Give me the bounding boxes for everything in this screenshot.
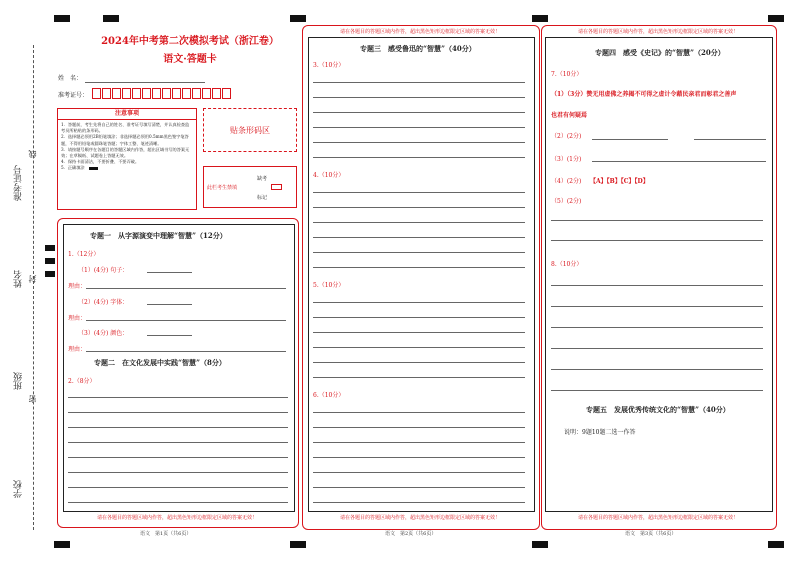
q1-part1-reason: 理由： xyxy=(68,283,87,290)
q1-label: 1.（12分） xyxy=(68,251,100,258)
q1-part2-reason: 理由： xyxy=(68,315,87,322)
registration-mark xyxy=(45,258,55,264)
side-label-id: 准考证号 xyxy=(14,165,24,201)
instruction-item: 4．保持卡面清洁，不要折叠、不要弄破。 xyxy=(61,159,140,165)
q7-part5-label: （5）(2分) xyxy=(551,198,582,205)
registration-mark xyxy=(532,541,548,548)
section4-title: 专题四 感受《史记》的“智慧”（20分） xyxy=(595,48,725,57)
q7-part2-label: （2）(2分) xyxy=(551,133,582,140)
registration-mark xyxy=(45,271,55,277)
absent-label-bottom: 标记 xyxy=(257,195,268,201)
exam-title: 2024年中考第二次模拟考试（浙江卷） xyxy=(101,36,279,47)
q5-label: 5.（10分） xyxy=(313,282,345,289)
section5-note: 说明：9题10题二选一作答 xyxy=(564,429,636,436)
q7-part1-text-cont: 也君有何疑焉 xyxy=(551,112,588,119)
instruction-item-fill-sample: 5．正确填涂 xyxy=(61,165,193,171)
instruction-item: 3．请按题号顺序在各题目的答题区域内作答，超出区域书写的答案无效；在草稿纸、试题卷上答题无效。 xyxy=(61,146,190,159)
registration-mark xyxy=(103,15,119,22)
page3-notice-top: 请在各题目的答题区域内作答，超出黑色矩形边框限定区域的答案无效！ xyxy=(577,29,738,35)
q2-label: 2.（8分） xyxy=(68,378,96,385)
q7-part1-text: （1）（3分）赞无用虚佛之养揭不可得之虚计令藉民亲君而彰君之善声 xyxy=(551,91,737,98)
instructions-box xyxy=(57,108,197,210)
registration-mark xyxy=(290,541,306,548)
section2-title: 专题二 在文化发展中实践“智慧”（8分） xyxy=(94,358,226,367)
registration-mark xyxy=(768,541,784,548)
q1-part1-reason-line[interactable] xyxy=(86,288,286,289)
q1-part1-answer-line[interactable] xyxy=(147,272,192,273)
registration-mark xyxy=(532,15,548,22)
name-label: 姓 名： xyxy=(58,75,83,82)
q6-label: 6.（10分） xyxy=(313,392,345,399)
absent-notice: 此栏考生禁填 xyxy=(207,185,238,191)
q4-label: 4.（10分） xyxy=(313,172,345,179)
q1-part3-label: （3）(4分) 颜色： xyxy=(78,330,129,337)
q7-label: 7.（10分） xyxy=(551,71,583,78)
page2-notice-top: 请在各题目的答题区域内作答，超出黑色矩形边框限定区域的答案无效！ xyxy=(339,29,500,35)
binding-line xyxy=(33,45,34,530)
page2-footer: 语文 第2页（共6页） xyxy=(385,531,437,537)
page1-notice: 请在各题目的答题区域内作答，超出黑色矩形边框限定区域的答案无效！ xyxy=(96,515,257,521)
section5-title: 专题五 发展优秀传统文化的“智慧”（40分） xyxy=(586,405,730,414)
q1-part2-answer-line[interactable] xyxy=(147,304,192,305)
registration-mark xyxy=(290,15,306,22)
q3-label: 3.（10分） xyxy=(313,62,345,69)
q1-part2-reason-line[interactable] xyxy=(86,320,286,321)
q8-label: 8.（10分） xyxy=(551,261,583,268)
side-label-class: 班级 xyxy=(14,372,24,390)
page2-notice-bottom: 请在各题目的答题区域内作答，超出黑色矩形边框限定区域的答案无效！ xyxy=(339,515,500,521)
id-label: 准考证号： xyxy=(58,92,89,99)
page3-notice-bottom: 请在各题目的答题区域内作答，超出黑色矩形边框限定区域的答案无效！ xyxy=(577,515,738,521)
q1-part3-reason: 理由： xyxy=(68,346,87,353)
q7-part2-line-b[interactable] xyxy=(694,139,766,140)
instruction-item: 1．答题前，考生先将自己的姓名、准考证号填写清楚，并认真检查监考员所粘贴的条形码。 xyxy=(61,122,190,134)
absent-label-top: 缺考 xyxy=(257,176,268,182)
instruction-item: 2．选择题必须用2B铅笔填涂；非选择题必须用0.5mm黑色签字笔答题，不得用铅笔或圆珠笔答题；字体工整、笔迹清晰。 xyxy=(61,134,189,146)
section1-title: 专题一 从字源演变中理解“智慧”（12分） xyxy=(90,231,227,240)
barcode-area xyxy=(203,108,297,152)
q7-part4-label: （4）(2分) xyxy=(551,178,582,185)
page1-footer: 语文 第1页（共6页） xyxy=(140,531,192,537)
q7-part2-line-a[interactable] xyxy=(592,139,668,140)
exam-subtitle: 语文·答题卡 xyxy=(163,54,217,65)
q1-part3-reason-line[interactable] xyxy=(86,351,286,352)
registration-mark xyxy=(768,15,784,22)
side-label-school: 学校 xyxy=(14,480,24,498)
instructions-header: 注意事项 xyxy=(58,109,196,120)
side-label-seal: 封 xyxy=(28,275,37,283)
page3-answer-box xyxy=(545,37,773,512)
q7-part4-options[interactable]: 【A】【B】【C】【D】 xyxy=(590,178,649,185)
registration-mark xyxy=(54,541,70,548)
name-field[interactable] xyxy=(85,82,205,83)
page3-footer: 语文 第3页（共6页） xyxy=(625,531,677,537)
q7-part3-line[interactable] xyxy=(592,161,766,162)
section3-title: 专题三 感受鲁迅的“智慧”（40分） xyxy=(360,44,476,53)
barcode-label: 贴条形码区 xyxy=(230,125,270,135)
registration-mark xyxy=(45,245,55,251)
side-label-name: 姓名 xyxy=(14,270,24,288)
registration-mark xyxy=(54,15,70,22)
page2-answer-box xyxy=(308,37,535,512)
absent-checkbox[interactable] xyxy=(271,184,282,190)
side-label-secret: 密 xyxy=(28,395,37,403)
side-label-line: 线 xyxy=(28,150,37,158)
q1-part3-answer-line[interactable] xyxy=(147,335,192,336)
q1-part2-label: （2）(4分) 字体： xyxy=(78,299,129,306)
absent-box xyxy=(203,166,297,208)
q1-part1-label: （1）(4分) 句子： xyxy=(78,267,129,274)
filled-box-sample xyxy=(89,167,98,170)
q7-part3-label: （3）(1分) xyxy=(551,156,582,163)
